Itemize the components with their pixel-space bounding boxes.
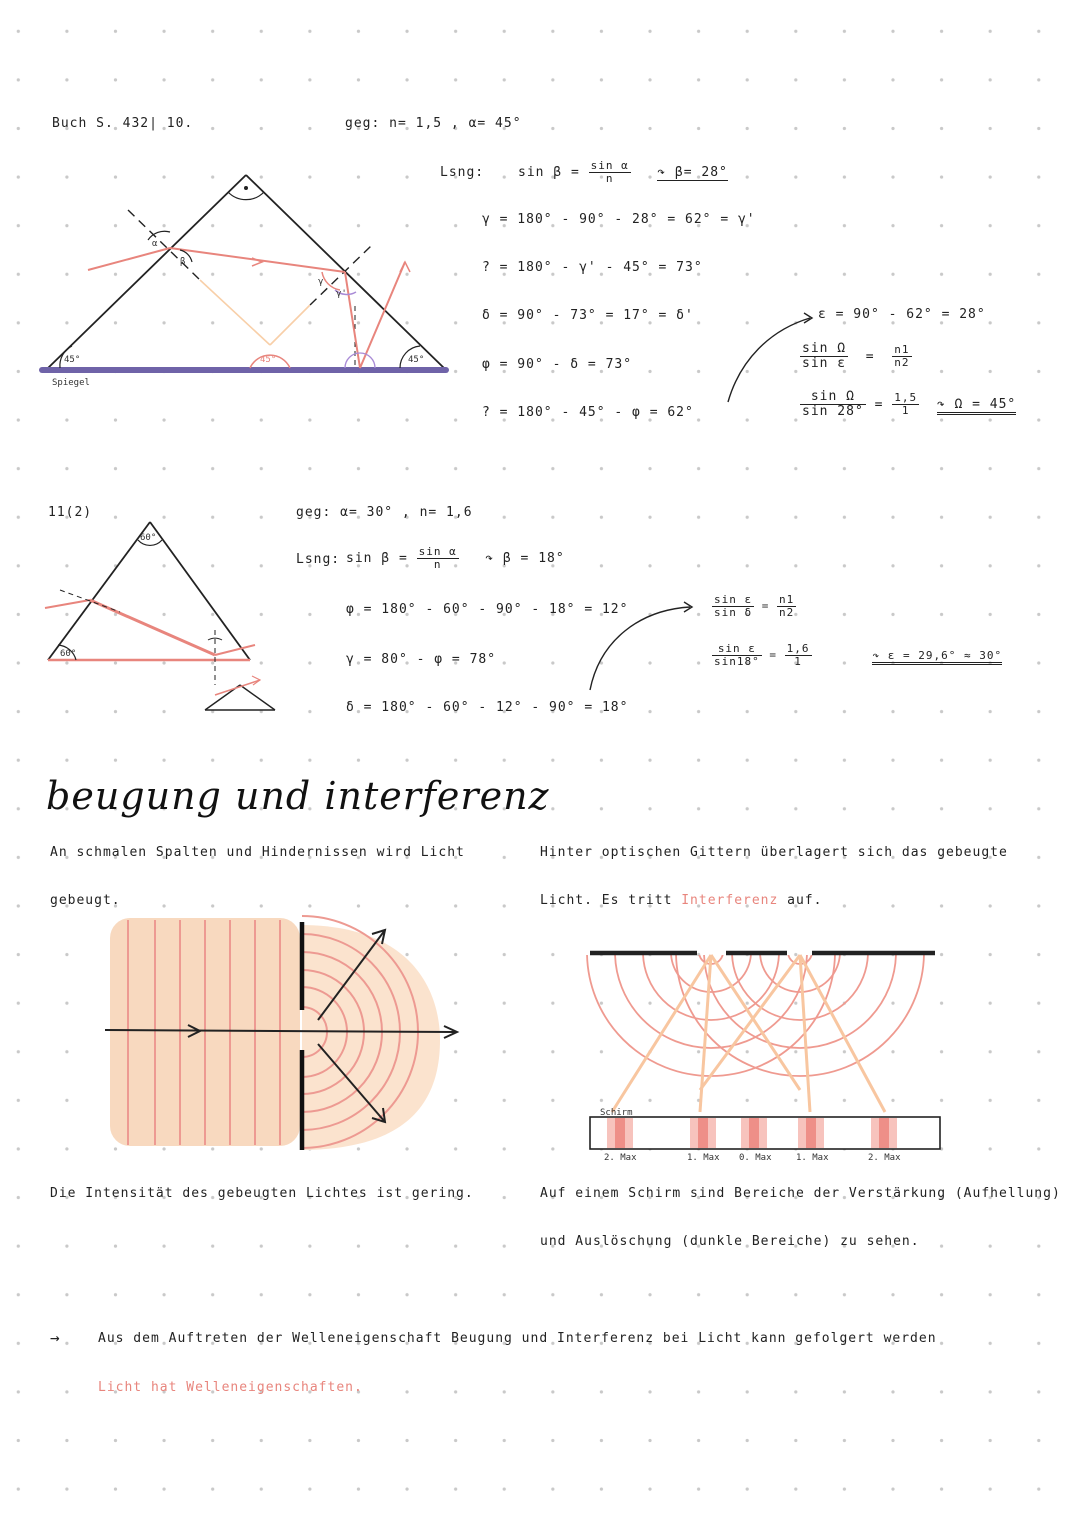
max-label-left-1: 1. Max — [687, 1153, 720, 1163]
exercise-2-line-delta: δ = 180° - 60° - 12° - 90° = 18° — [346, 700, 629, 715]
exercise-1-epsilon-line: ε = 90° - 62° = 28° — [818, 307, 986, 322]
paragraph-grating-line1: Hinter optischen Gittern überlagert sich das gebeugte — [540, 845, 1008, 860]
exercise-2-line-gamma: γ = 80° - φ = 78° — [346, 652, 497, 667]
eq-lhs: sin β = — [518, 165, 580, 181]
gamma-label: γ — [318, 277, 324, 287]
exercise-2-snell-equation: sin β = $\frac{\text{sin α}}{n}$ ↷ β = 18° — [346, 545, 565, 572]
exercise-2-reference: 11(2) — [48, 505, 93, 520]
exercise-1-line-phi: φ = 90° - δ = 73° — [482, 357, 633, 372]
angle-60-top-label: 60° — [140, 533, 157, 543]
exercise-1-given: geg: n= 1,5 , α= 45° — [345, 116, 522, 131]
max-label-right-1: 1. Max — [796, 1153, 829, 1163]
exercise-1-reference: Buch S. 432| 10. — [52, 116, 194, 131]
screen-label: Schirm — [600, 1108, 633, 1118]
exercise-1-line-result-angle: ? = 180° - 45° - φ = 62° — [482, 405, 694, 420]
max-label-right-2: 2. Max — [868, 1153, 901, 1163]
paragraph-screen-line2: und Auslöschung (dunkle Bereiche) zu sehen. — [540, 1234, 920, 1249]
angle-45-middle: 45° — [260, 355, 277, 365]
beta-label: β — [180, 257, 186, 267]
paragraph-diffraction-line1: An schmalen Spalten und Hindernissen wird Licht — [50, 845, 465, 860]
highlight-interference: Interferenz — [681, 893, 779, 908]
conclusion-arrow: → — [50, 1328, 61, 1347]
paragraph-screen-line1: Auf einem Schirm sind Bereiche der Verstärkung (Aufhellung) — [540, 1186, 1061, 1201]
max-label-0: 0. Max — [739, 1153, 772, 1163]
conclusion-line1: Aus dem Auftreten der Welleneigenschaft Beugung und Interferenz bei Licht kann gefolgert werden — [98, 1331, 937, 1346]
mirror-label: Spiegel — [52, 378, 90, 388]
section-title: beugung und interferenz — [46, 774, 550, 818]
angle-45-left: 45° — [64, 355, 81, 365]
exercise-2-snell-solution: $\frac{\text{sin ε}}{\sin 18^\circ}$ = $\frac{1,6}{1}$ ↷ ε = 29,6° ≈ 30° — [714, 642, 1003, 669]
paragraph-diffraction-line2: gebeugt. — [50, 893, 121, 908]
alpha-label: α — [152, 239, 158, 249]
angle-45-right: 45° — [408, 355, 425, 365]
exercise-2-line-phi: φ = 180° - 60° - 90° - 18° = 12° — [346, 602, 629, 617]
angle-60-label: 60° — [60, 649, 77, 659]
eq-result: ↷ β= 28° — [657, 165, 728, 181]
exercise-1-line-unknown-angle: ? = 180° - γ' - 45° = 73° — [482, 260, 703, 275]
exercise-1-snell-solution: $\frac{\text{sin Ω}}{\sin 28^\circ}$ = $\frac{1,5}{1}$ ↷ Ω = 45° — [802, 389, 1017, 420]
exercise-2-solution-label: Lsng: — [296, 552, 341, 567]
paragraph-intensity: Die Intensität des gebeugten Lichtes ist gering. — [50, 1186, 474, 1201]
exercise-1-solution-label: Lsng: — [440, 165, 485, 180]
exercise-1-line-delta: δ = 90° - 73° = 17° = δ' — [482, 308, 694, 323]
fraction: $\frac{\text{sin α}}{n}$ — [590, 159, 629, 186]
max-label-left-2: 2. Max — [604, 1153, 637, 1163]
paragraph-grating-line2: Licht. Es tritt Interferenz auf. — [540, 893, 823, 908]
exercise-2-snell-ratio: $\frac{\text{sin ε}}{\text{sin δ}}$ = $\frac{n1}{n2}$ — [714, 593, 795, 620]
exercise-1-line-gamma: γ = 180° - 90° - 28° = 62° = γ' — [482, 212, 756, 227]
exercise-1-snell-ratio: $\frac{\text{sin Ω}}{\text{sin ε}}$ = $\frac{n1}{n2}$ — [802, 341, 910, 372]
conclusion-line2: Licht hat Welleneigenschaften. — [98, 1380, 363, 1395]
gamma-prime-label: γ' — [336, 289, 347, 299]
exercise-2-given: geg: α= 30° , n= 1,6 — [296, 505, 473, 520]
